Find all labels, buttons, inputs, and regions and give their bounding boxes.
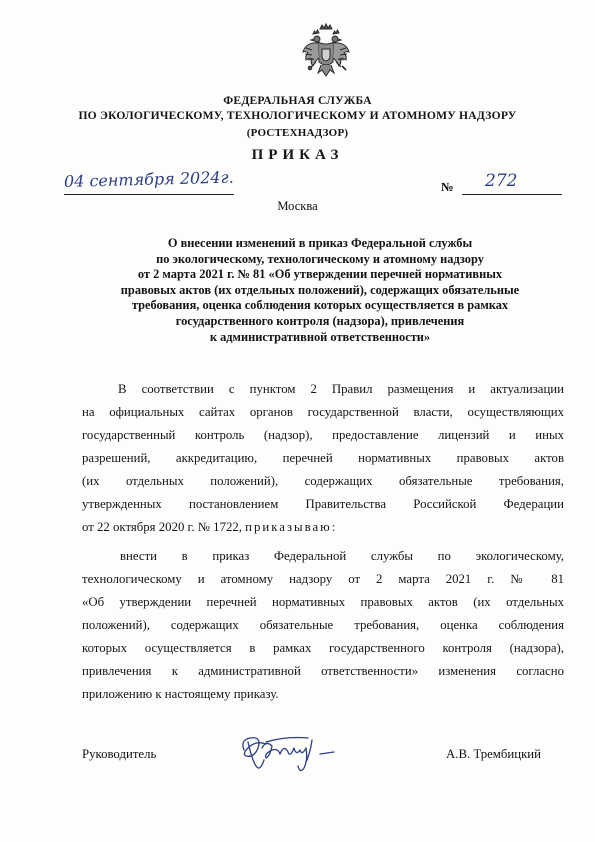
signatory-role: Руководитель [82,747,157,761]
handwritten-signature [236,730,346,776]
body-line: разрешений, аккредитацию, перечней нормативных правовых актов [82,451,564,465]
order-number: 272 [485,171,518,191]
coat-of-arms-icon [300,22,352,80]
body-line: утвержденных постановлением Правительства Российской Федерации [82,497,564,511]
number-underline [462,194,562,195]
agency-abbreviation: (РОСТЕХНАДЗОР) [246,127,349,139]
body-line: «Об утверждении перечней нормативных правовых актов (их отдельных [82,595,564,609]
body-line: привлечения к административной ответственности» изменения согласно [82,664,564,678]
order-word: приказываю: [245,520,338,534]
agency-name-line2: ПО ЭКОЛОГИЧЕСКОМУ, ТЕХНОЛОГИЧЕСКОМУ И АТОМНОМУ НАДЗОРУ [78,109,517,122]
subject-line: правовых актов (их отдельных положений), содержащих обязательные [120,282,520,297]
body-line: положений), содержащих обязательные требования, оценка соблюдения [82,618,564,632]
subject-line: к административной ответственности» [209,329,431,344]
body-line [82,519,564,535]
subject-line: О внесении изменений в приказ Федеральной службы [167,236,473,250]
number-sign: № [441,180,454,194]
subject-line: от 2 марта 2021 г. № 81 «Об утверждении перечней нормативных [137,267,503,282]
agency-name-line1: ФЕДЕРАЛЬНАЯ СЛУЖБА [223,94,372,107]
body-line: В соответствии с пунктом 2 Правил размещения и актуализации [118,382,564,396]
body-line: которых осуществляется в рамках государственного контроля (надзора), [82,641,564,655]
subject-line: по экологическому, технологическому и атомному надзору [156,251,484,266]
order-subject [100,236,540,345]
body-line: государственный контроль (надзор), предоставление лицензий и иных [82,428,564,442]
date-underline [64,194,234,195]
subject-line: государственного контроля (надзора), привлечения [175,313,465,328]
body-line: технологическому и атомному надзору от 2 марта 2021 г. № 81 [82,572,564,586]
order-date: 04 сентября 2024г. [63,167,234,191]
document-type-title: ПРИКАЗ [251,147,344,163]
body-line: приложению к настоящему приказу. [82,687,279,701]
body-line: внести в приказ Федеральной службы по экологическому, [120,549,564,563]
signatory-name: А.В. Трембицкий [446,747,542,761]
body-line: (их отдельных положений), содержащих обязательные требования, [82,474,564,488]
subject-line: требования, оценка соблюдения которых осуществляется в рамках [131,298,509,313]
body-line: на официальных сайтах органов государственной власти, осуществляющих [82,405,564,419]
body-line-text: от 22 октября 2020 г. № 1722, [82,520,242,534]
issue-city: Москва [277,199,318,213]
